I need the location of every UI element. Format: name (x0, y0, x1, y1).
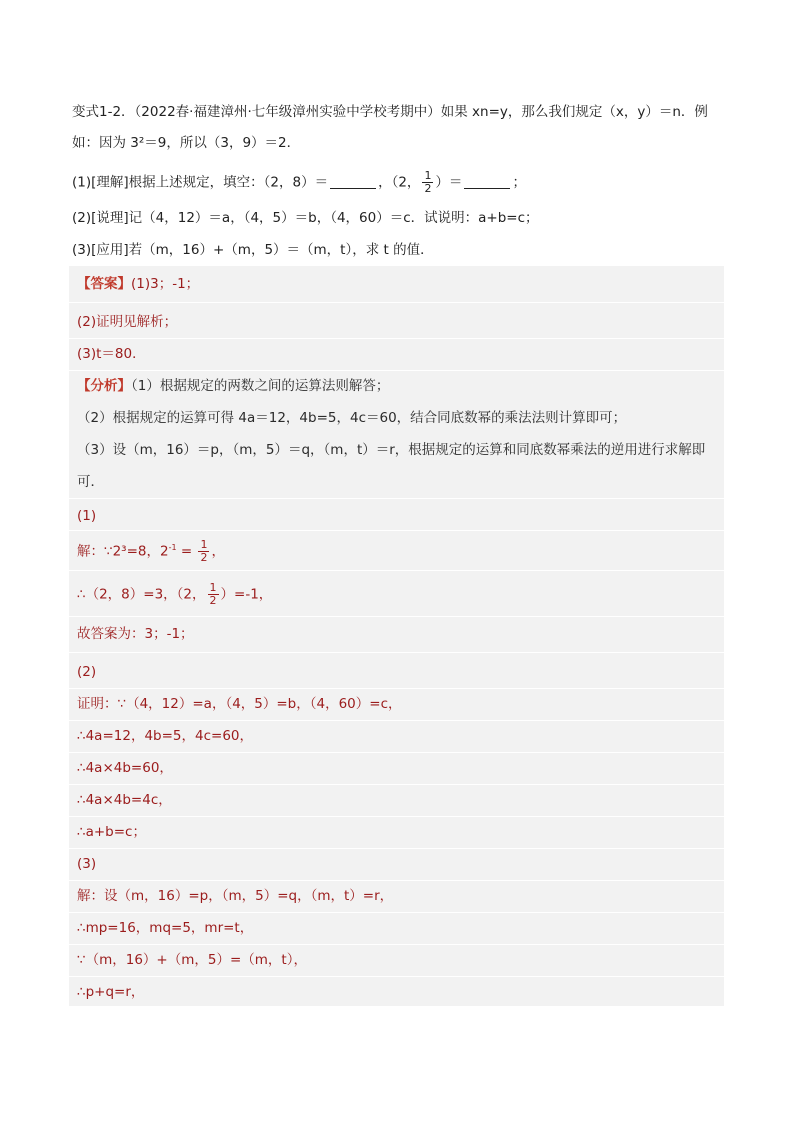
fraction-one-half: $\frac{1}{2}$ (424, 169, 432, 195)
solution-1-line-1: 解：∵2³=8，$2^{-1}$ = $\frac{1}{2}$ ， (77, 538, 225, 564)
solution-2-line-4: ∴4a×4b=4c， (77, 792, 172, 808)
solution-1-line-3: 故答案为：3；-1； (77, 626, 194, 642)
solution-2-label: (2) (77, 664, 97, 680)
question-part-2: (2)[说理]记（4，12）＝a，（4，5）＝b，（4，60）＝c．试说明：a+b=c； (72, 210, 539, 226)
solution-3-line-4: ∴p+q=r， (77, 984, 145, 1000)
part1-text-start: (1)[理解]根据上述规定，填空：（2，8）＝ (72, 174, 329, 191)
solution-1-line-2: ∴（2，8）=3，（2， $\frac{1}{2}$ ）=-1， (77, 581, 273, 607)
question-line-1: 变式1-2．（2022春·福建漳州·七年级漳州实验中学校考期中）如果 xn=y，那么我们规定（x，y）＝n．例 (72, 104, 708, 120)
answer-line-2: (2)证明见解析； (77, 314, 178, 330)
solution-2-line-1: 证明：∵（4，12）=a，（4，5）=b，（4，60）=c， (77, 696, 402, 712)
answer-tag: 【答案】 (77, 276, 131, 292)
answer-panel (69, 266, 724, 1006)
analysis-line-3: （3）设（m，16）＝p，（m，5）＝q，（m，t）＝r，根据规定的运算和同底数幂乘法的逆用进行求解即 (77, 442, 706, 458)
solution-1-label: (1) (77, 508, 97, 524)
analysis-line-4: 可． (77, 474, 104, 490)
solution-3-label: (3) (77, 856, 97, 872)
part1-text-end: ）＝ (435, 174, 463, 191)
answer-line-1: 【答案】(1)3；-1； (77, 276, 200, 292)
solution-2-line-5: ∴a+b=c； (77, 824, 146, 840)
solution-3-line-2: ∴mp=16，mq=5，mr=t， (77, 920, 254, 936)
answer-blank-1[interactable] (330, 174, 376, 189)
answer-blank-2[interactable] (464, 174, 510, 189)
answer-line-3: (3)t＝80． (77, 346, 146, 362)
question-part-1 (72, 170, 526, 195)
solution-3-line-1: 解：设（m，16）=p，（m，5）=q，（m，t）=r， (77, 888, 394, 904)
analysis-line-2: （2）根据规定的运算可得 4a＝12，4b=5，4c＝60，结合同底数幂的乘法法则计算即可； (77, 410, 627, 426)
solution-3-line-3: ∵（m，16）+（m，5）=（m，t）， (77, 952, 307, 968)
question-line-2: 如：因为 3²＝9，所以（3，9）＝2． (72, 135, 301, 151)
part1-text-tail: ； (512, 174, 526, 191)
analysis-line-1: 【分析】（1）根据规定的两数之间的运算法则解答； (77, 378, 390, 394)
part1-text-mid: ，（2， (378, 174, 421, 191)
question-part-3: (3)[应用]若（m，16）+（m，5）＝（m，t），求 t 的值． (72, 242, 434, 258)
solution-2-line-2: ∴4a=12，4b=5，4c=60， (77, 728, 254, 744)
solution-2-line-3: ∴4a×4b=60， (77, 760, 173, 776)
analysis-tag: 【分析】 (77, 378, 131, 394)
